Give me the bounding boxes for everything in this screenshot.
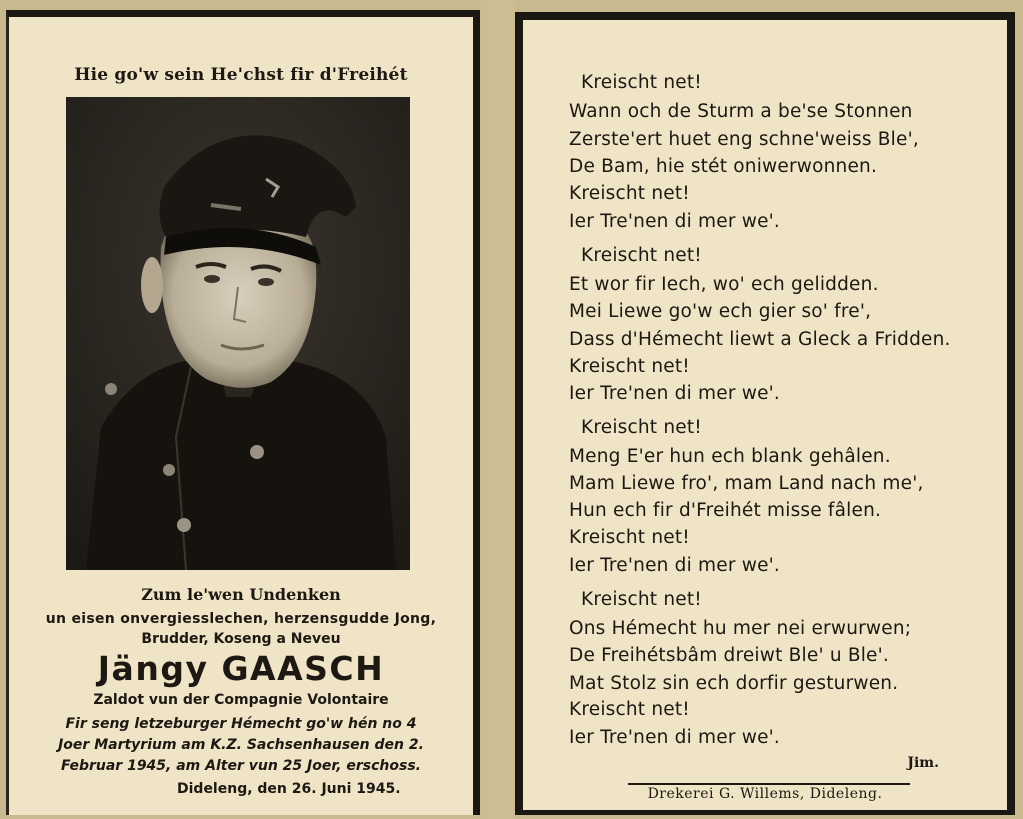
death-details-line: Joer Martyrium am K.Z. Sachsenhausen den 2. <box>58 737 424 753</box>
poem-line: Kreischt net! <box>569 527 690 548</box>
poem-line: Ier Tre'nen di mer we'. <box>569 383 781 404</box>
poem-line: Mam Liewe fro', mam Land nach me', <box>569 473 924 494</box>
poem-line: Kreischt net! <box>569 699 690 720</box>
death-details-line: Februar 1945, am Alter vun 25 Joer, erschoss. <box>60 758 421 774</box>
poem-line: Kreischt net! <box>569 356 690 377</box>
poem-line: Mei Liewe go'w ech gier so' fre', <box>569 301 872 322</box>
poem-line: Ier Tre'nen di mer we'. <box>569 727 781 748</box>
poem-line: Ier Tre'nen di mer we'. <box>569 211 781 232</box>
poem-line: Dass d'Hémecht liewt a Gleck a Fridden. <box>569 329 951 350</box>
memory-heading: Zum le'wen Undenken <box>141 585 341 604</box>
poem-line: Ons Hémecht hu mer nei erwurwen; <box>569 618 912 639</box>
soldier-portrait-image <box>66 97 410 570</box>
left-card-panel <box>6 10 480 815</box>
deceased-name: Jängy GAASCH <box>97 649 385 688</box>
poem-line: Kreischt net! <box>581 72 702 93</box>
poem-line: Et wor fir Iech, wo' ech gelidden. <box>569 274 879 295</box>
relations-line: Brudder, Koseng a Neveu <box>141 631 341 647</box>
poem-line: Kreischt net! <box>581 589 702 610</box>
poem-signature: Jim. <box>907 755 939 771</box>
right-card-panel <box>515 12 1015 815</box>
poem-line: Kreischt net! <box>581 245 702 266</box>
card-heading: Hie go'w sein He'chst fir d'Freihét <box>74 65 408 85</box>
poem-line: De Bam, hie stét oniwerwonnen. <box>569 156 878 177</box>
poem-line: Kreischt net! <box>569 183 690 204</box>
divider <box>628 783 910 785</box>
poem-line: Mat Stolz sin ech dorfir gesturwen. <box>569 673 899 694</box>
place-and-date: Dideleng, den 26. Juni 1945. <box>177 781 401 797</box>
poem-line: Hun ech fir d'Freihét misse fâlen. <box>569 500 882 521</box>
poem-line: Ier Tre'nen di mer we'. <box>569 555 781 576</box>
military-unit: Zaldot vun der Compagnie Volontaire <box>93 692 389 708</box>
poem-line: Wann och de Sturm a be'se Stonnen <box>569 101 913 122</box>
portrait-photo <box>66 97 410 570</box>
poem-line: Meng E'er hun ech blank gehâlen. <box>569 446 891 467</box>
poem-line: Kreischt net! <box>581 417 702 438</box>
dedication-line: un eisen onvergiesslechen, herzensgudde Jong, <box>45 611 437 627</box>
poem-line: Zerste'ert huet eng schne'weiss Ble', <box>569 129 919 150</box>
printer-credit: Drekerei G. Willems, Dideleng. <box>647 786 883 802</box>
death-details-line: Fir seng letzeburger Hémecht go'w hén no 4 <box>65 716 417 732</box>
poem-line: De Freihétsbâm dreiwt Ble' u Ble'. <box>569 645 889 666</box>
card-fold <box>481 0 515 819</box>
